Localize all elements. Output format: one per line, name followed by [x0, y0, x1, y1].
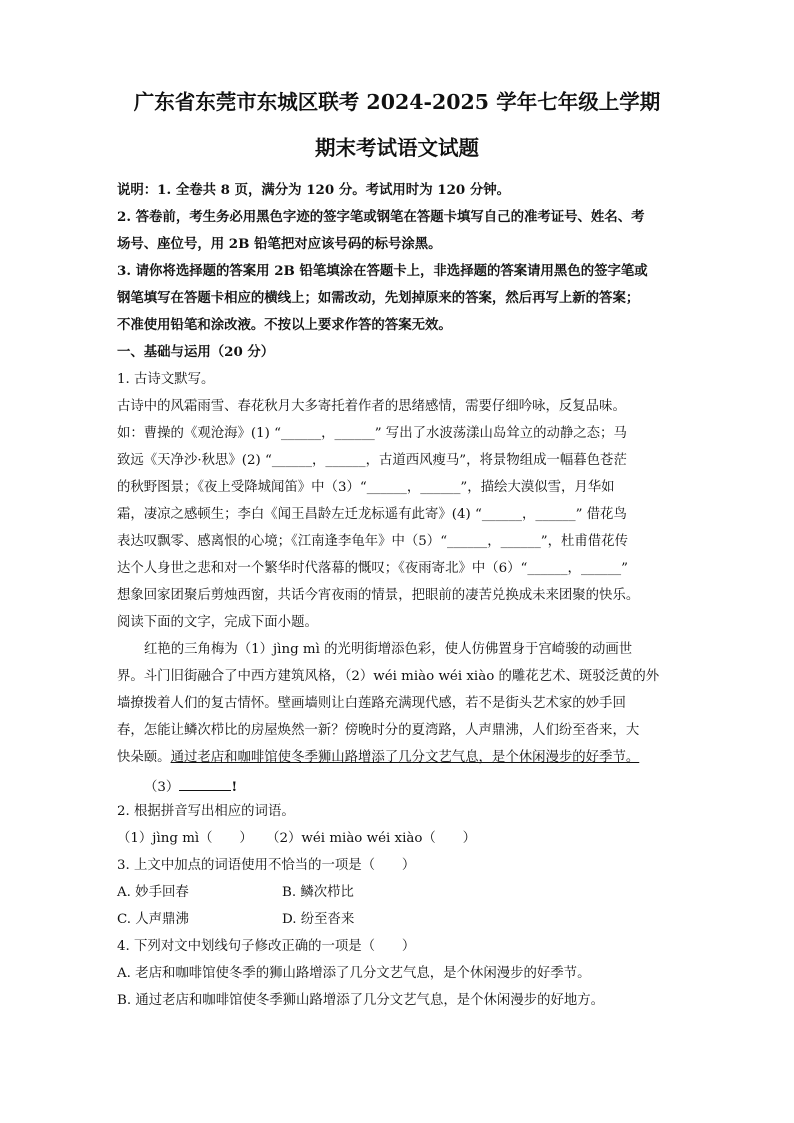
- question-1-text: 想象回家团聚后剪烛西窗，共话今宵夜雨的情景，把眼前的凄苦兑换成未来团聚的快乐。: [117, 588, 640, 603]
- question-1-text: 达个人身世之悲和对一个繁华时代落幕的慨叹；《夜雨寄北》中（6）“______，______”: [117, 561, 628, 576]
- exam-title-line-1: 广东省东莞市东城区联考 2024-2025 学年七年级上学期: [133, 90, 661, 114]
- instruction-6: 不准使用铅笔和涂改液。不按以上要求作答的答案无效。: [117, 317, 452, 333]
- reading-intro: 阅读下面的文字，完成下面小题。: [117, 615, 318, 630]
- question-3-options-row-1: [117, 886, 677, 899]
- option-c[interactable]: C. 人声鼎沸: [117, 912, 189, 927]
- question-3-options-row-2: [117, 913, 677, 926]
- instruction-2: 2. 答卷前，考生务必用黑色字迹的签字笔或钢笔在答题卡填写自己的准考证号、姓名、考: [117, 209, 645, 225]
- option-a[interactable]: A. 妙手回春: [117, 885, 189, 900]
- underlined-sentence: 通过老店和咖啡馆使冬季狮山路增添了几分文艺气息，是个休闲漫步的好季节。: [170, 750, 640, 765]
- reading-passage: 界。斗门旧街融合了中西方建筑风格，（2）wéi miào wéi xiào 的雕花艺术、斑驳泛黄的外: [117, 669, 660, 684]
- question-2-items: （1）jìng mì（ ） （2）wéi miào wéi xiào（ ）: [117, 831, 476, 846]
- instruction-1: 说明：1. 全卷共 8 页，满分为 120 分。考试用时为 120 分钟。: [117, 182, 511, 198]
- question-3-heading: 3. 上文中加点的词语使用不恰当的一项是（ ）: [117, 858, 416, 873]
- question-1-text: 霜，凄凉之感顿生；李白《闻王昌龄左迁龙标遥有此寄》(4) “______，______” 借花鸟: [117, 507, 627, 522]
- question-1-text: 的秋野图景；《夜上受降城闻笛》中（3）“______，______”，描绘大漠似雪，月华如: [117, 480, 615, 495]
- question-2-heading: 2. 根据拼音写出相应的词语。: [117, 804, 295, 819]
- reading-passage-plain: 快朵颐。: [117, 750, 171, 765]
- instruction-5: 钢笔填写在答题卡相应的横线上；如需改动，先划掉原来的答案，然后再写上新的答案；: [117, 290, 640, 306]
- option-d[interactable]: D. 纷至沓来: [282, 912, 355, 927]
- question-1-text: 如：曹操的《观沧海》(1) “______，______” 写出了水波荡漾山岛耸立的动静之态；马: [117, 426, 627, 441]
- instruction-4: 3. 请你将选择题的答案用 2B 铅笔填涂在答题卡上，非选择题的答案请用黑色的签字笔或: [117, 263, 648, 279]
- blank-line: [117, 778, 704, 794]
- section-1-heading: 一、基础与运用（20 分）: [117, 344, 275, 360]
- question-1-heading: 1. 古诗文默写。: [117, 372, 215, 387]
- question-1-text: 古诗中的风霜雨雪、春花秋月大多寄托着作者的思绪感情，需要仔细吟咏，反复品味。: [117, 399, 626, 414]
- option-b[interactable]: B. 鳞次栉比: [282, 885, 354, 900]
- question-4-heading: 4. 下列对文中划线句子修改正确的一项是（ ）: [117, 939, 416, 954]
- blank-number: （3）: [144, 780, 180, 795]
- question-4-option-a[interactable]: A. 老店和咖啡馆使冬季的狮山路增添了几分文艺气息，是个休闲漫步的好季节。: [117, 966, 591, 981]
- reading-passage: 墙撩拨着人们的复古情怀。壁画墙则让白莲路充满现代感，若不是街头艺术家的妙手回: [117, 696, 626, 711]
- answer-blank[interactable]: [179, 778, 231, 791]
- blank-suffix: !: [231, 779, 238, 795]
- exam-title-line-2: 期末考试语文试题: [315, 136, 479, 160]
- reading-passage: 红艳的三角梅为（1）jìng mì 的光明街增添色彩，使人仿佛置身于宫崎骏的动画世: [144, 642, 633, 657]
- instruction-3: 场号、座位号，用 2B 铅笔把对应该号码的标号涂黑。: [117, 236, 442, 252]
- question-1-text: 致远《天净沙·秋思》(2) “______，______，古道西风瘦马”，将景物组成一幅暮色苍茫: [117, 453, 627, 468]
- reading-passage: [117, 751, 677, 764]
- question-4-option-b[interactable]: B. 通过老店和咖啡馆使冬季狮山路增添了几分文艺气息，是个休闲漫步的好地方。: [117, 993, 605, 1008]
- question-1-text: 表达叹飘零、感离恨的心境；《江南逢李龟年》中（5）“______，______”，杜甫借花传: [117, 534, 628, 549]
- reading-passage: 春，怎能让鳞次栉比的房屋焕然一新？傍晚时分的夏湾路，人声鼎沸，人们纷至沓来，大: [117, 723, 640, 738]
